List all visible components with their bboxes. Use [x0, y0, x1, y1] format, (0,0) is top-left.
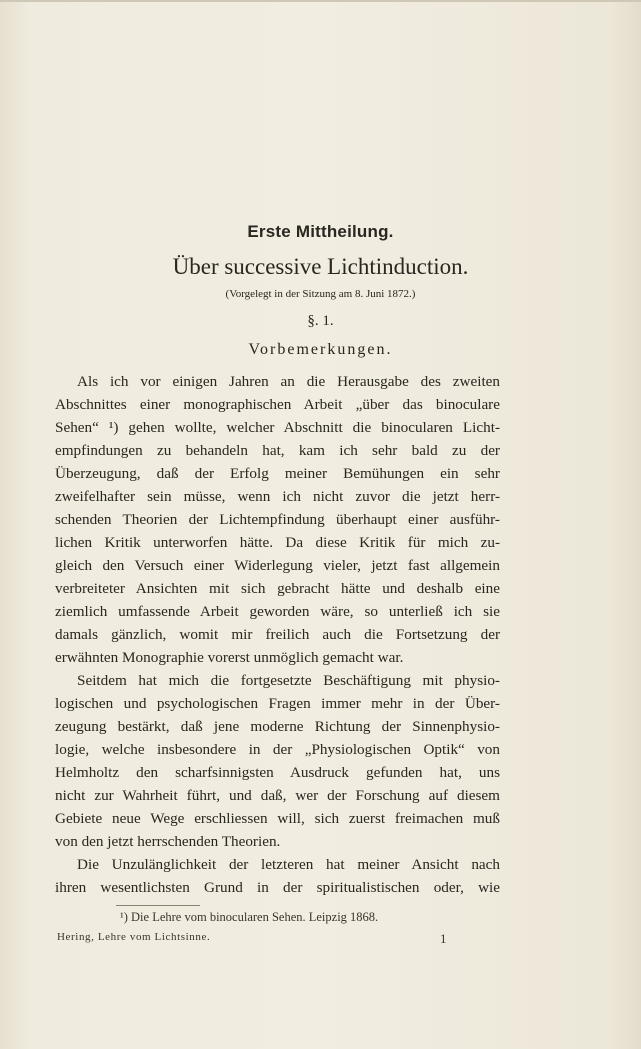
section-number: §. 1.	[307, 313, 334, 329]
section-kicker: Erste Mittheilung.	[247, 222, 394, 241]
text-line: Gebiete neue Wege erschliessen will, sich zuerst freimachen muß	[55, 810, 500, 827]
text-line: verbreiteter Ansichten mit sich gebracht hätte und deshalb eine	[55, 580, 500, 597]
text-line: Die Unzulänglichkeit der letzteren hat meiner Ansicht nach	[77, 856, 500, 873]
text-line: Seitdem hat mich die fortgesetzte Beschäftigung mit physio-	[77, 672, 500, 689]
printer-signature: Hering, Lehre vom Lichtsinne.	[57, 931, 211, 943]
text-line: zeugung bestärkt, daß jene moderne Richtung der Sinnenphysio-	[55, 718, 500, 735]
text-line: schenden Theorien der Lichtempfindung überhaupt einer ausführ-	[55, 511, 500, 528]
page-title: Über successive Lichtinduction.	[172, 254, 469, 279]
text-line: gleich den Versuch einer Widerlegung vieler, jetzt fast allgemein	[55, 557, 500, 574]
text-line: lichen Kritik unterworfen hätte. Da diese Kritik für mich zu-	[55, 534, 500, 551]
page-subtitle: (Vorgelegt in der Sitzung am 8. Juni 1872.)	[225, 288, 416, 300]
footnote-divider	[116, 905, 200, 906]
text-line: Überzeugung, daß der Erfolg meiner Bemühungen ein sehr	[55, 465, 500, 482]
text-line: Abschnittes einer monographischen Arbeit „über das binoculare	[55, 396, 500, 413]
sheet-number: 1	[440, 931, 447, 946]
text-line: damals gänzlich, womit mir freilich auch die Fortsetzung der	[55, 626, 500, 643]
footnote: ¹) Die Lehre vom binocularen Sehen. Leipzig 1868.	[120, 910, 379, 924]
text-line: Helmholtz den scharfsinnigsten Ausdruck gefunden hat, uns	[55, 764, 500, 781]
body-text	[55, 370, 500, 899]
text-line: ihren wesentlichsten Grund in der spiritualistischen oder, wie	[55, 879, 500, 896]
section-title: Vorbemerkungen.	[248, 341, 393, 358]
text-line: von den jetzt herrschenden Theorien.	[55, 833, 281, 850]
text-line: zweifelhafter sein müsse, wenn ich nicht zuvor die jetzt herr-	[55, 488, 500, 505]
text-line: logie, welche insbesondere in der „Physiologischen Optik“ von	[55, 741, 500, 758]
text-line: erwähnten Monographie vorerst unmöglich gemacht war.	[55, 649, 404, 666]
text-line: logischen und psychologischen Fragen immer mehr in der Über-	[55, 695, 500, 712]
text-line: ziemlich umfassende Arbeit geworden wäre, so unterließ ich sie	[55, 603, 500, 620]
text-line: Sehen“ ¹) gehen wollte, welcher Abschnitt die binocularen Licht-	[55, 419, 500, 436]
text-line: nicht zur Wahrheit führt, und daß, wer der Forschung auf diesem	[55, 787, 500, 804]
top-edge-rule	[0, 0, 641, 2]
text-line: empfindungen zu behandeln hat, kam ich sehr bald zu der	[55, 442, 500, 459]
text-line: Als ich vor einigen Jahren an die Herausgabe des zweiten	[77, 373, 500, 390]
